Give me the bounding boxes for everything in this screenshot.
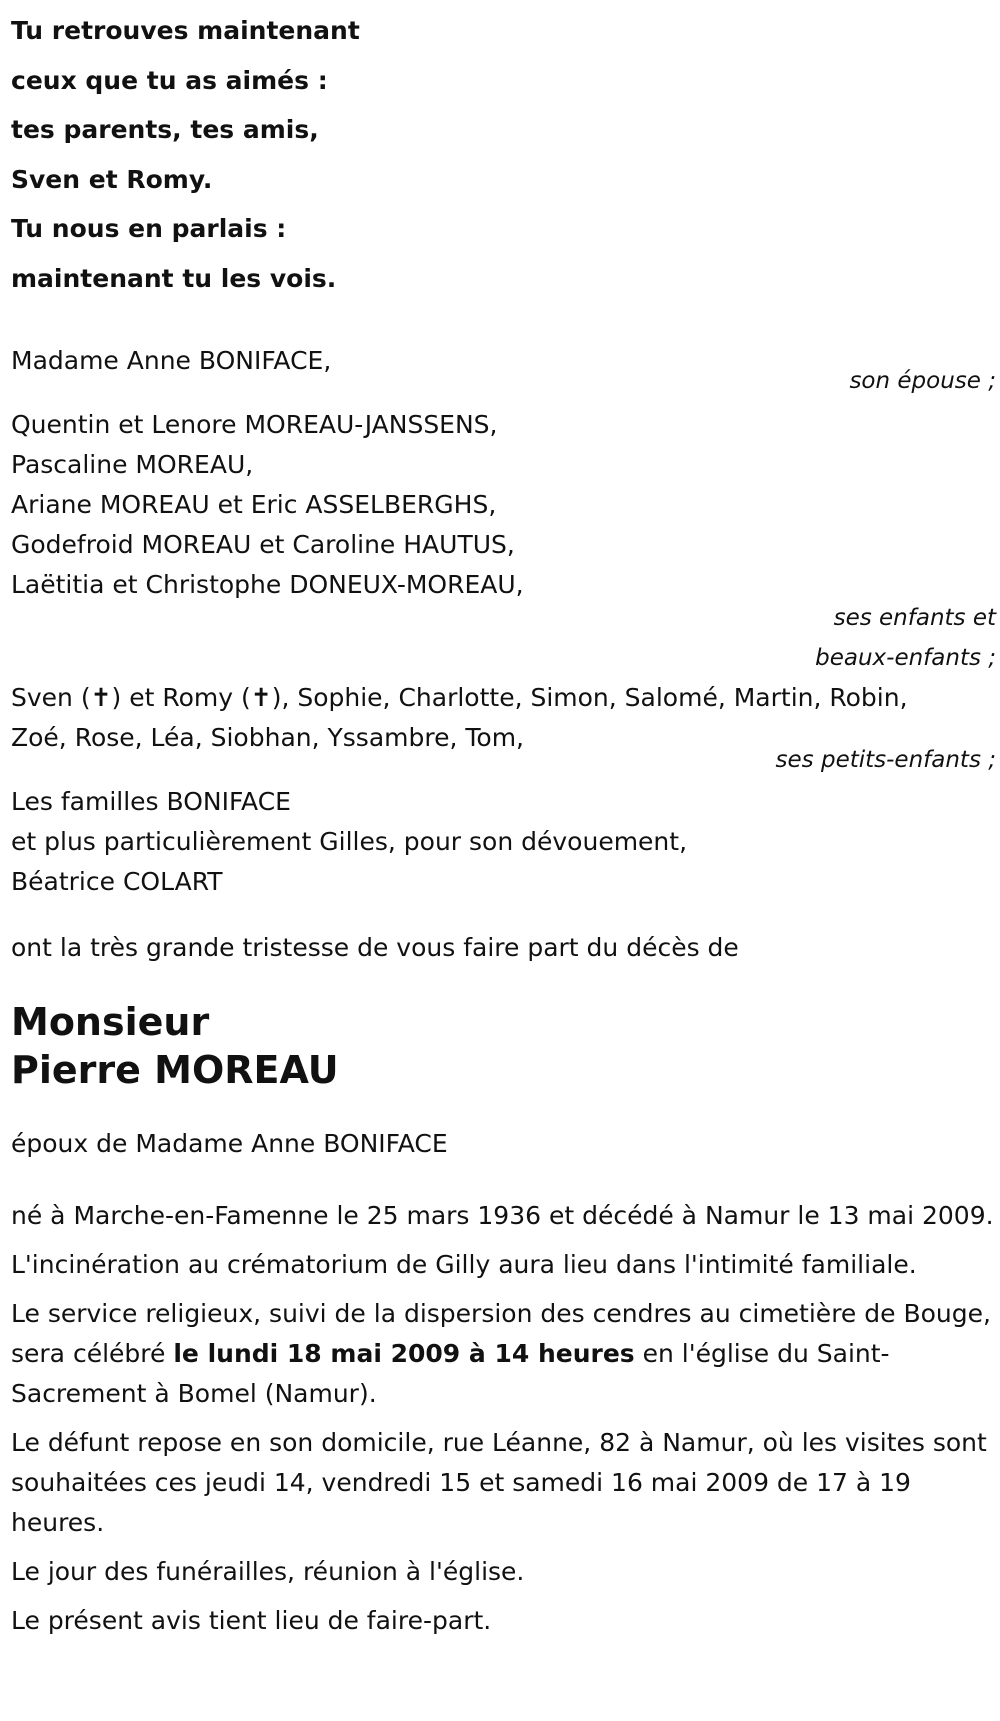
- poem-line: tes parents, tes amis,: [11, 115, 319, 144]
- spouse-block: [11, 341, 996, 401]
- grandchildren-block: [11, 678, 996, 780]
- poem-line: ceux que tu as aimés :: [11, 65, 328, 95]
- spouse-role: son épouse ;: [849, 368, 996, 394]
- child-name: Ariane MOREAU et Eric ASSELBERGHS,: [11, 490, 497, 519]
- deceased-heading: [11, 998, 1000, 1094]
- child-name: Laëtitia et Christophe DONEUX-MOREAU,: [11, 570, 524, 599]
- deceased-title: Monsieur: [11, 1000, 210, 1044]
- service-text-before: Le service religieux, suivi de la dispersion des cendres au cimetière de Bouge, sera célébré: [11, 1299, 991, 1368]
- families-block: [11, 782, 996, 902]
- spouse-name: Madame Anne BONIFACE,: [11, 346, 332, 375]
- poem: [11, 0, 1000, 303]
- service-text-after: en l'église du Saint-Sacrement à Bomel (Namur).: [11, 1339, 890, 1408]
- announcement: ont la très grande tristesse de vous faire part du décès de: [11, 933, 739, 962]
- service-date: le lundi 18 mai 2009 à 14 heures: [173, 1339, 635, 1368]
- deceased-name: Pierre MOREAU: [11, 1048, 339, 1092]
- birth-death: né à Marche-en-Famenne le 25 mars 1936 et décédé à Namur le 13 mai 2009.: [11, 1201, 994, 1230]
- poem-line: Tu nous en parlais :: [11, 214, 287, 243]
- incineration: L'incinération au crématorium de Gilly aura lieu dans l'intimité familiale.: [11, 1250, 917, 1279]
- children-role-line1: ses enfants et: [833, 605, 996, 631]
- children-role-line2: beaux-enfants ;: [815, 645, 996, 671]
- poem-line: Tu retrouves maintenant: [11, 16, 360, 45]
- grandchild-names: Zoé, Rose, Léa, Siobhan, Yssambre, Tom,: [11, 723, 524, 752]
- grandchildren-role: ses petits-enfants ;: [775, 747, 996, 773]
- grandchild-names: Sven (✝) et Romy (✝), Sophie, Charlotte, Simon, Salomé, Martin, Robin,: [11, 683, 908, 712]
- deceased-spouse-of: époux de Madame Anne BONIFACE: [11, 1129, 448, 1158]
- family-line: Béatrice COLART: [11, 867, 223, 896]
- religious-service: [11, 1294, 996, 1414]
- children-block: [11, 405, 996, 678]
- family-line: Les familles BONIFACE: [11, 787, 291, 816]
- funeral-day: Le jour des funérailles, réunion à l'église.: [11, 1557, 525, 1586]
- child-name: Pascaline MOREAU,: [11, 450, 254, 479]
- visits: Le défunt repose en son domicile, rue Léanne, 82 à Namur, où les visites sont souhaitées ces jeudi 14, vendredi 15 et samedi 16 mai 2009 de 17 à 19 heures.: [11, 1428, 987, 1537]
- child-name: Godefroid MOREAU et Caroline HAUTUS,: [11, 530, 515, 559]
- poem-line: maintenant tu les vois.: [11, 263, 337, 293]
- poem-line: Sven et Romy.: [11, 164, 213, 194]
- notice: Le présent avis tient lieu de faire-part.: [11, 1606, 492, 1635]
- family-line: et plus particulièrement Gilles, pour son dévouement,: [11, 827, 688, 856]
- child-name: Quentin et Lenore MOREAU-JANSSENS,: [11, 410, 498, 439]
